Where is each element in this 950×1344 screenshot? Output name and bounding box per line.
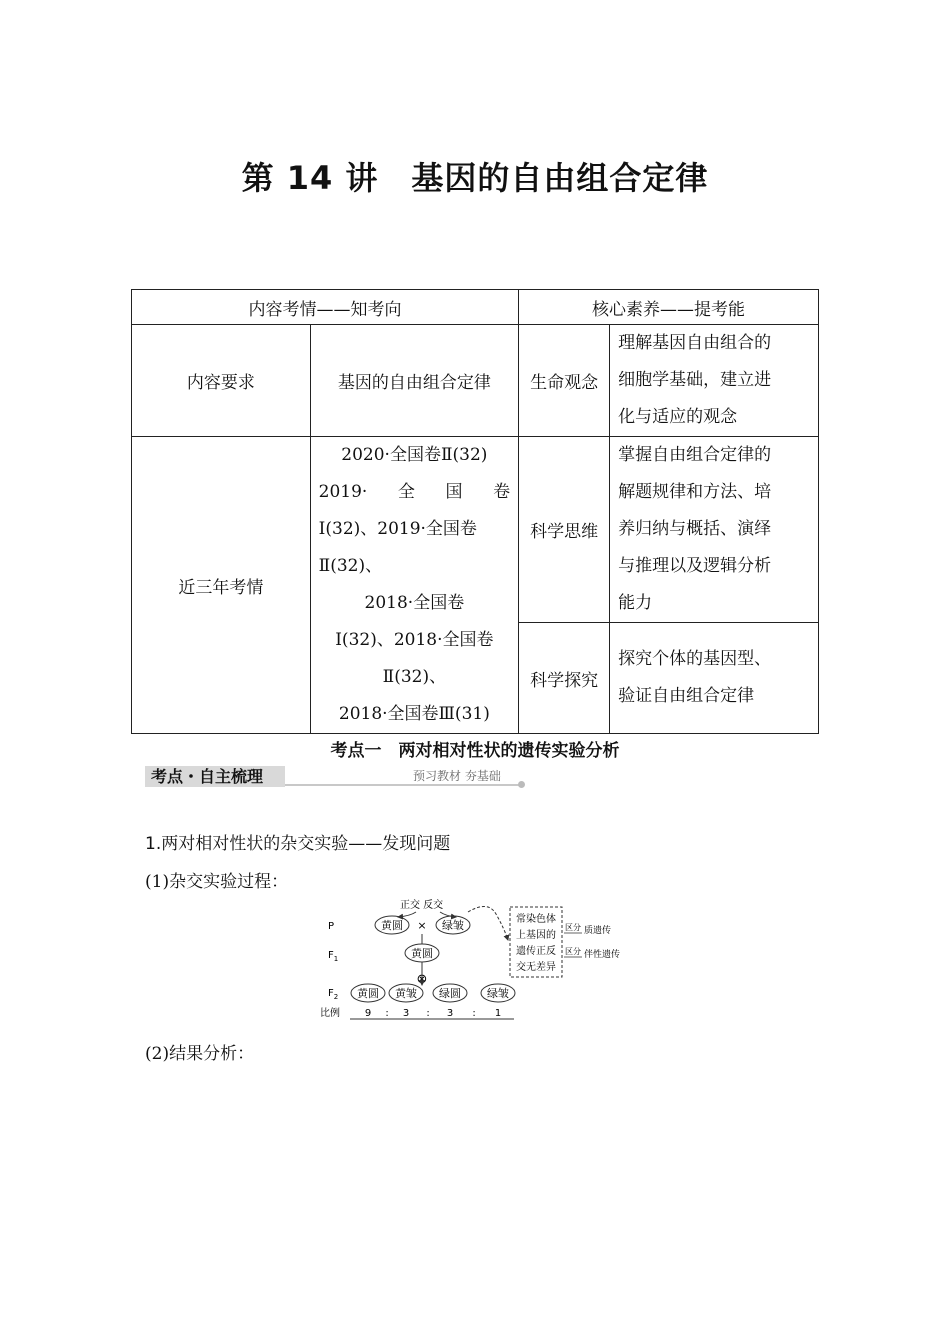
cross-diagram: [318, 892, 638, 1022]
ratio-value-1: 9: [364, 1008, 372, 1019]
note-pointer-arrow: [468, 906, 508, 940]
ratio-sep-2: :: [426, 1008, 430, 1019]
page-title: 第 14 讲 基因的自由组合定律: [241, 159, 709, 197]
literacy-life-view: 生命观念: [519, 325, 610, 437]
literacy-inquiry-desc: 探究个体的基因型、 验证自由组合定律: [610, 623, 819, 734]
forward-cross-arrow: [398, 912, 416, 917]
section-title: 考点一 两对相对性状的遗传实验分析: [330, 741, 620, 761]
table-header-right: 核心素养——提考能: [519, 290, 819, 325]
literacy-inquiry: 科学探究: [519, 623, 610, 734]
banner-dot-icon: [518, 781, 525, 788]
f2-phenotype-3: 绿圆: [439, 987, 461, 1000]
overview-table: [131, 289, 819, 734]
ratio-sep-1: :: [385, 1008, 389, 1019]
cross-direction-label: 正交 反交: [400, 900, 444, 911]
banner-rule: [285, 784, 519, 786]
table-header-left: 内容考情——知考向: [132, 290, 519, 325]
self-cross-symbol: ⊗: [416, 972, 428, 987]
heading-1-2: (2)结果分析：: [145, 1044, 255, 1064]
note-line-3: 遗传正反: [516, 946, 556, 957]
f2-phenotype-1: 黄圆: [357, 987, 379, 1000]
row-label-requirement: 内容要求: [132, 325, 311, 437]
note-line-2: 上基因的: [516, 930, 556, 941]
section-banner: [145, 766, 525, 788]
generation-f2-label: $F_2$: [328, 988, 339, 1001]
banner-subtitle: 预习教材 夯基础: [413, 769, 501, 783]
f1-phenotype: 黄圆: [411, 947, 433, 960]
heading-1: 1.两对相对性状的杂交实验——发现问题: [145, 834, 451, 854]
requirement-content: 基因的自由组合定律: [310, 325, 518, 437]
note-line-4: 交无差异: [516, 962, 556, 973]
ratio-label: 比例: [320, 1008, 340, 1019]
ratio-sep-3: :: [472, 1008, 476, 1019]
generation-p-label: P: [328, 921, 335, 932]
generation-f1-label: $F_1$: [328, 950, 339, 963]
parent-1: 黄圆: [381, 919, 403, 932]
ratio-value-2: 3: [402, 1008, 410, 1019]
mark-a: 区分: [565, 923, 581, 932]
literacy-life-view-desc: 理解基因自由组合的 细胞学基础，建立进 化与适应的观念: [610, 325, 819, 437]
ratio-value-3: 3: [446, 1008, 454, 1019]
row-label-exams: 近三年考情: [132, 437, 311, 734]
literacy-thinking-desc: 掌握自由组合定律的 解题规律和方法、培 养归纳与概括、演绎 与推理以及逻辑分析 能力: [610, 437, 819, 623]
f2-phenotype-2: 黄皱: [395, 987, 417, 1000]
exam-list: 2020·全国卷Ⅱ(32) 2019· 全 国 卷 Ⅰ(32)、2019·全国卷 Ⅱ(32)、 2018·全国卷 Ⅰ(32)、2018·全国卷 Ⅱ(32)、 2018·全国卷Ⅲ(31): [310, 437, 518, 734]
mark-b-text: 伴性遗传: [584, 950, 621, 960]
cross-symbol: ×: [417, 919, 427, 932]
literacy-thinking: 科学思维: [519, 437, 610, 623]
mark-a-text: 质遗传: [584, 926, 612, 936]
ratio-value-4: 1: [494, 1008, 502, 1019]
parent-2: 绿皱: [442, 919, 464, 932]
banner-tag: 考点・自主梳理: [145, 766, 285, 787]
mark-b: 区分: [565, 947, 581, 956]
f2-phenotype-4: 绿皱: [487, 987, 509, 1000]
note-line-1: 常染色体: [516, 914, 556, 925]
heading-1-1: (1)杂交实验过程：: [145, 872, 289, 892]
